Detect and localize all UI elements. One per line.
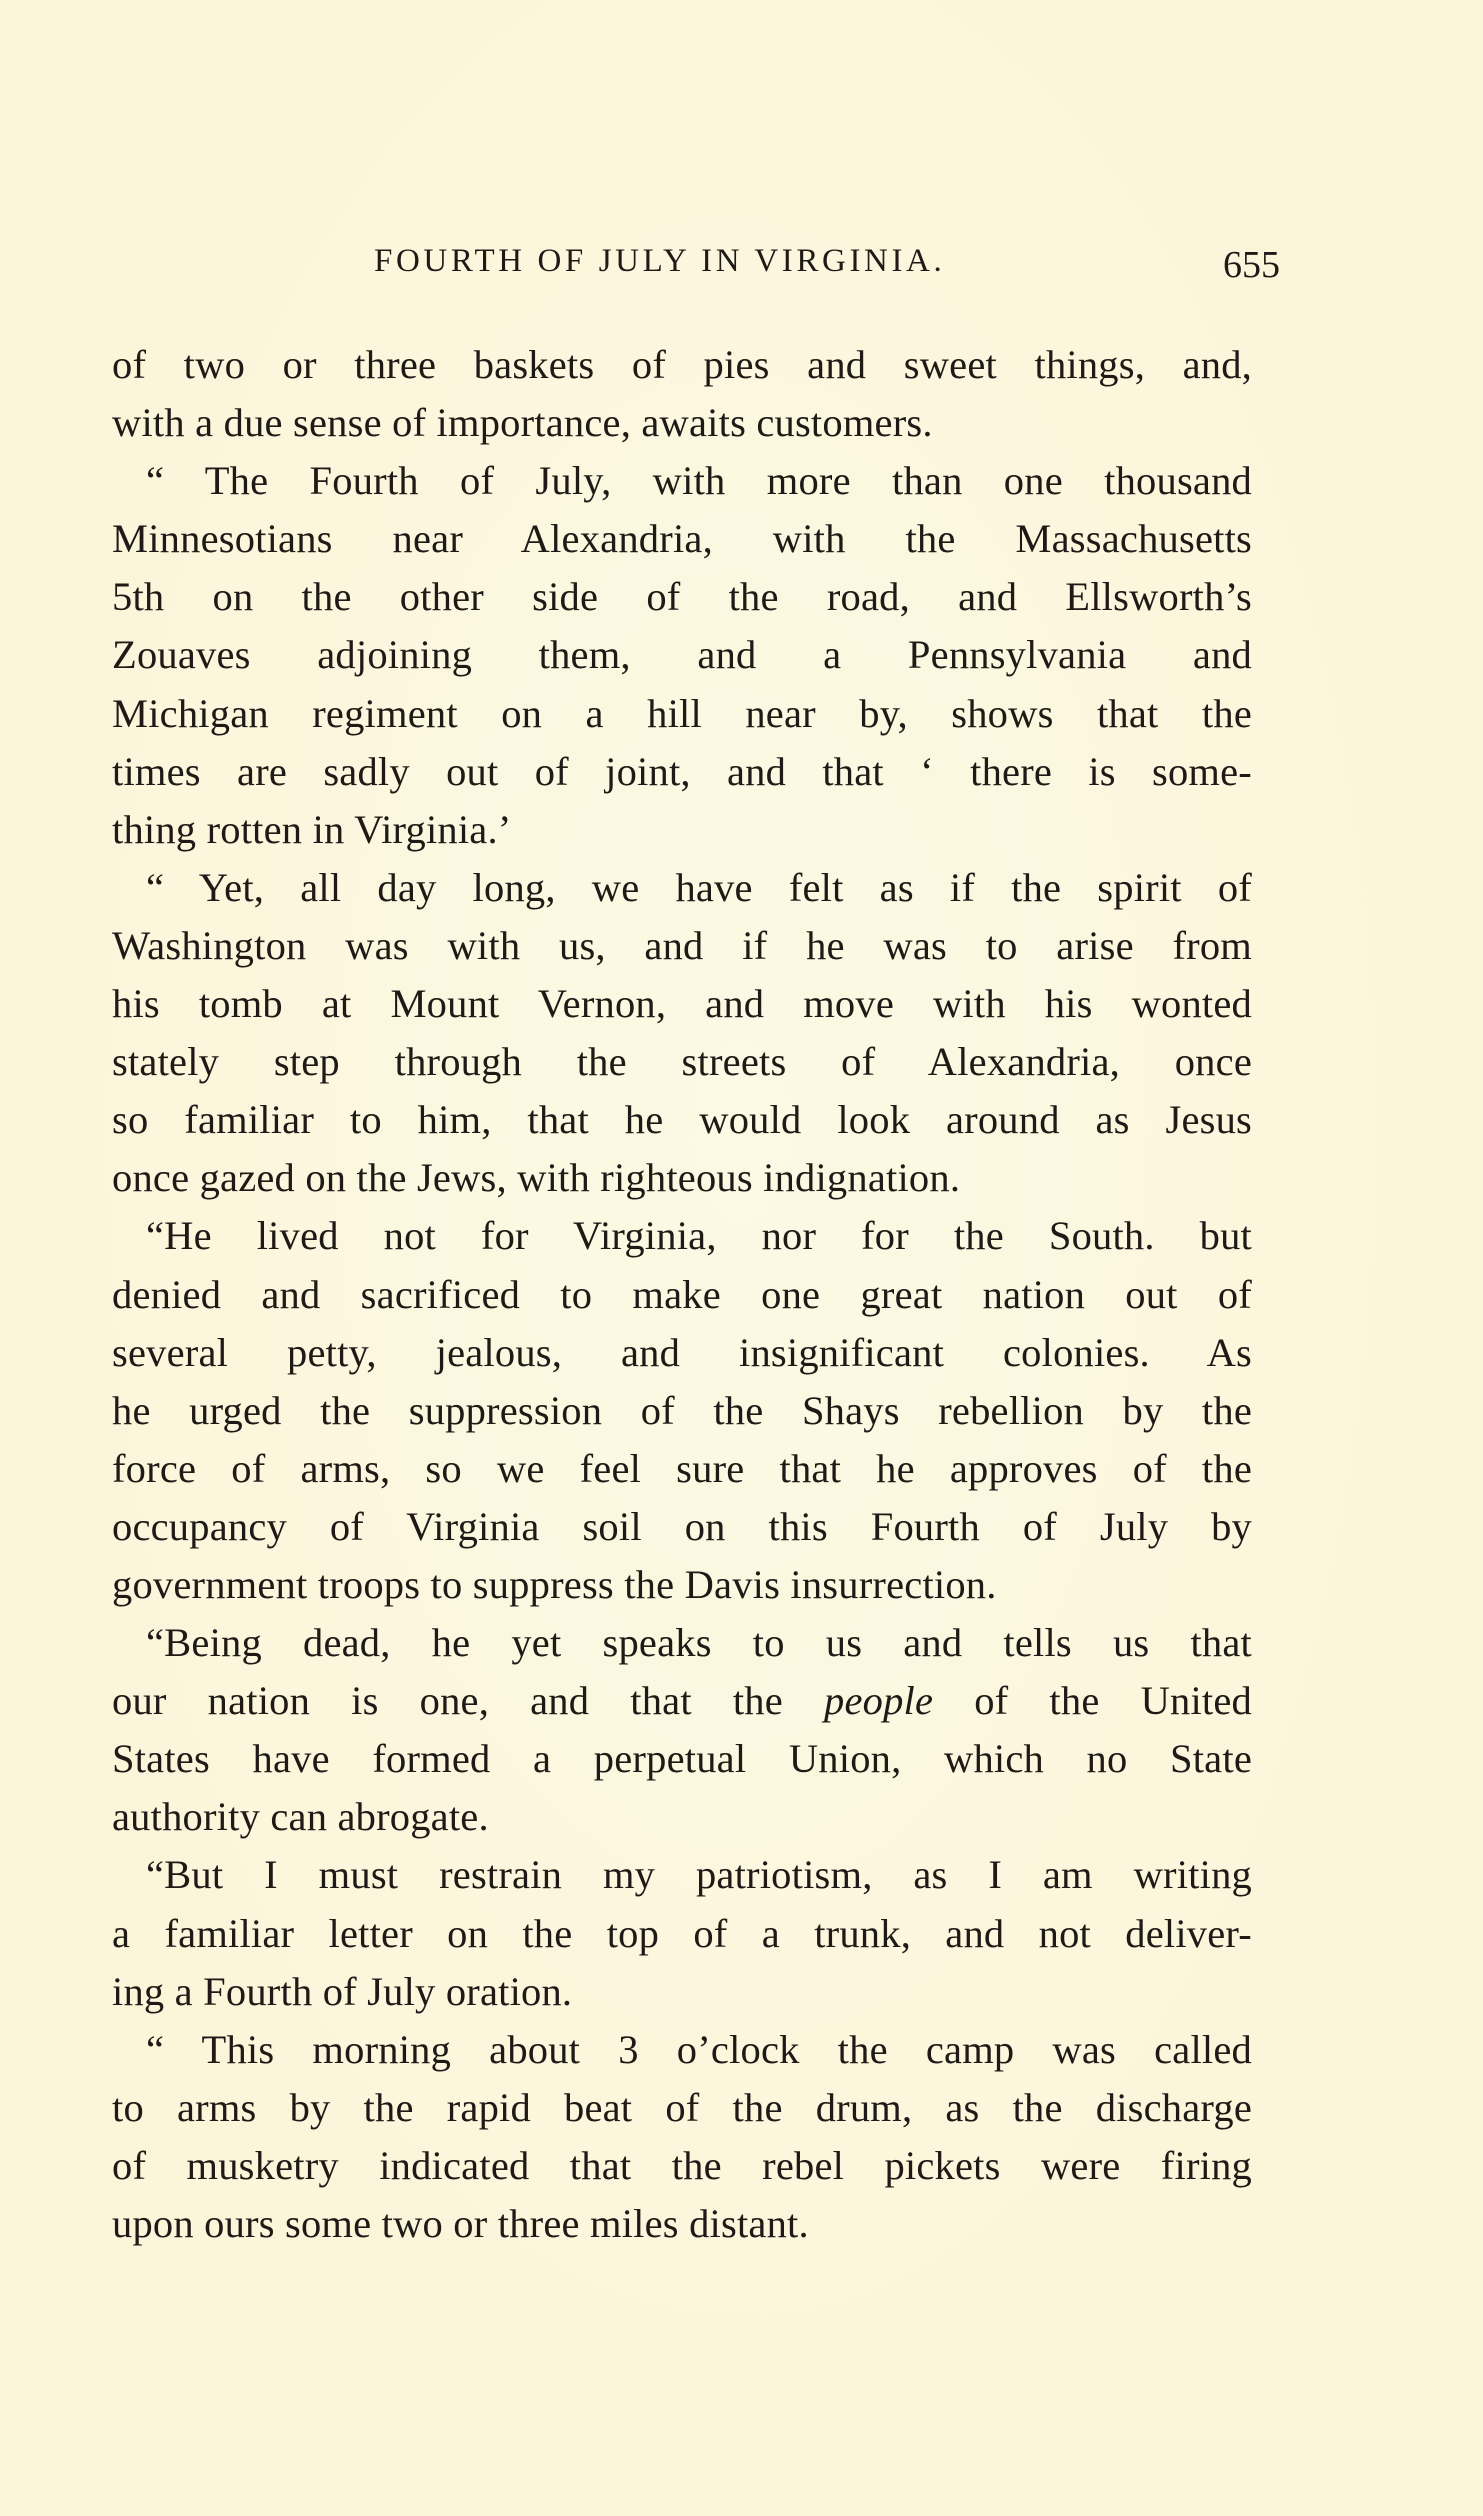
body-text bbox=[112, 336, 1252, 2253]
text-line: “Being dead, he yet speaks to us and tells us that bbox=[146, 1620, 1252, 1666]
text-line: “ Yet, all day long, we have felt as if the spirit of bbox=[146, 864, 1252, 910]
text-line: 5th on the other side of the road, and Ellsworth’s bbox=[112, 574, 1252, 620]
text-line: ing a Fourth of July oration. bbox=[112, 1968, 573, 2014]
text-line: “ This morning about 3 o’clock the camp was called bbox=[146, 2026, 1252, 2072]
text-segment: our nation is one, and that the bbox=[112, 1678, 824, 1724]
text-line: so familiar to him, that he would look around as Jesus bbox=[112, 1097, 1252, 1143]
page-number: 655 bbox=[1223, 244, 1280, 286]
text-segment: of the United bbox=[933, 1678, 1253, 1724]
text-line: Washington was with us, and if he was to arise from bbox=[112, 922, 1252, 968]
text-line: Zouaves adjoining them, and a Pennsylvania and bbox=[112, 632, 1252, 678]
text-line: times are sadly out of joint, and that ‘ there is some- bbox=[112, 748, 1252, 794]
text-line: thing rotten in Virginia.’ bbox=[112, 806, 512, 852]
text-line: Michigan regiment on a hill near by, shows that the bbox=[112, 690, 1252, 736]
text-line: a familiar letter on the top of a trunk, and not deliver- bbox=[112, 1910, 1252, 1956]
text-line: States have formed a perpetual Union, which no State bbox=[112, 1736, 1252, 1782]
running-head bbox=[112, 236, 1280, 286]
text-line: with a due sense of importance, awaits customers. bbox=[112, 400, 933, 446]
text-line: denied and sacrificed to make one great nation out of bbox=[112, 1271, 1252, 1317]
text-line: his tomb at Mount Vernon, and move with his wonted bbox=[112, 981, 1252, 1027]
text-line: force of arms, so we feel sure that he approves of the bbox=[112, 1445, 1252, 1491]
text-line: once gazed on the Jews, with righteous indignation. bbox=[112, 1155, 961, 1201]
text-line: occupancy of Virginia soil on this Fourth of July by bbox=[112, 1503, 1252, 1549]
text-line-with-italic bbox=[112, 1672, 1252, 1730]
italic-word: people bbox=[824, 1678, 934, 1724]
text-line: “But I must restrain my patriotism, as I am writing bbox=[146, 1852, 1252, 1898]
text-line: to arms by the rapid beat of the drum, as the discharge bbox=[112, 2084, 1252, 2130]
running-title: FOURTH OF JULY IN VIRGINIA. bbox=[374, 243, 946, 279]
text-line: authority can abrogate. bbox=[112, 1794, 489, 1840]
text-line: of musketry indicated that the rebel pickets were firing bbox=[112, 2142, 1252, 2188]
text-line: government troops to suppress the Davis insurrection. bbox=[112, 1561, 997, 1607]
text-line: “He lived not for Virginia, nor for the South. but bbox=[146, 1213, 1252, 1259]
text-line: several petty, jealous, and insignificant colonies. As bbox=[112, 1329, 1252, 1375]
text-line: stately step through the streets of Alexandria, once bbox=[112, 1039, 1252, 1085]
text-line: “ The Fourth of July, with more than one thousand bbox=[146, 458, 1252, 504]
text-line: Minnesotians near Alexandria, with the Massachusetts bbox=[112, 516, 1252, 562]
text-line: of two or three baskets of pies and sweet things, and, bbox=[112, 342, 1252, 387]
text-line: upon ours some two or three miles distant. bbox=[112, 2201, 809, 2246]
text-line: he urged the suppression of the Shays rebellion by the bbox=[112, 1387, 1252, 1433]
